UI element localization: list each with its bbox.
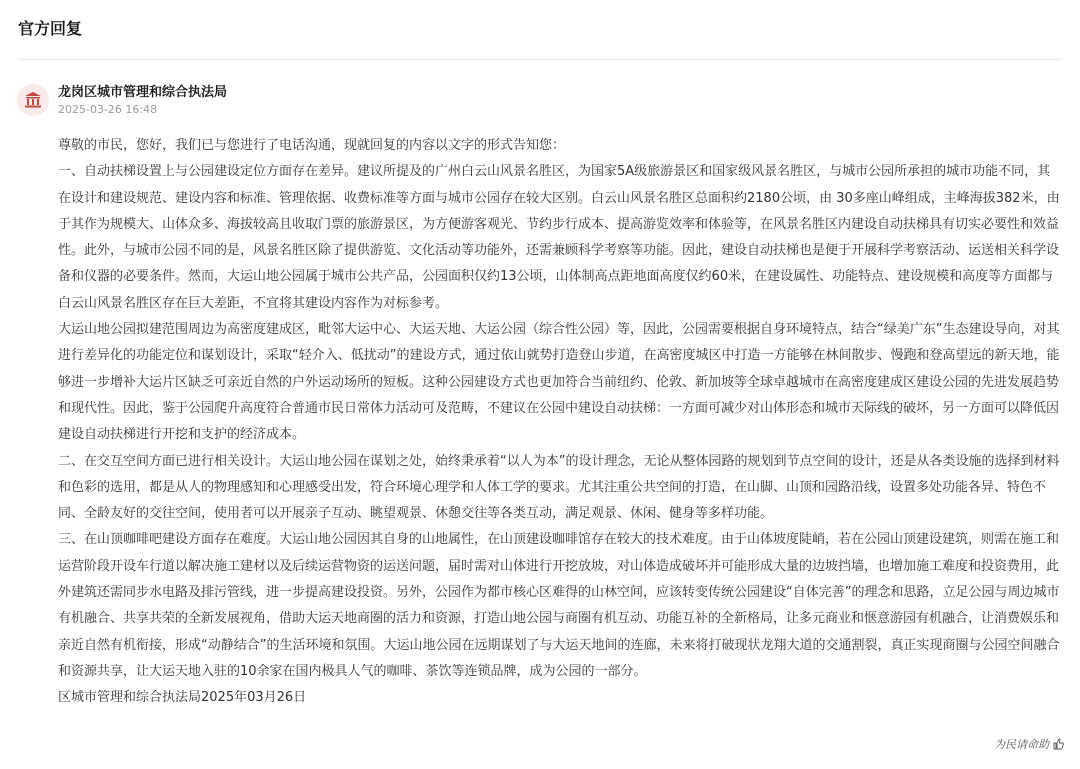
- page-title: 官方回复: [18, 19, 83, 38]
- reply-timestamp: 2025-03-26 16:48: [58, 103, 158, 116]
- government-building-icon: [23, 90, 43, 110]
- reply-paragraph: 二、在交互空间方面已进行相关设计。大运山地公园在谋划之处，始终秉承着“以人为本”的设计理念，无论从整体园路的规划到节点空间的设计，还是从各类设施的选择到材料和色彩的选用，都是从人的物理感知和心理感受出发，符合环境心理学和人体工学的要求。尤其注重公共空间的打造，在山脚、山顶和园路沿线，设置多处功能各异、特色不同、全龄友好的交往空间，使用者可以开展亲子互动、眺望观景、休憩交往等各类互动，满足观景、休闲、健身等多样功能。: [58, 453, 1060, 522]
- avatar: [17, 84, 49, 116]
- reply-signature: 区城市管理和综合执法局2025年03月26日: [58, 690, 307, 706]
- watermark: [994, 736, 1064, 752]
- reply-paragraph: 尊敬的市民，您好，我们已与您进行了电话沟通，现就回复的内容以文字的形式告知您：: [58, 138, 566, 153]
- watermark-text: 为民请命助: [994, 738, 1049, 751]
- reply-paragraph: 三、在山顶咖啡吧建设方面存在难度。大运山地公园因其自身的山地属性，在山顶建设咖啡馆存在较大的技术难度。由于山体坡度陡峭，若在公园山顶建设建筑，则需在施工和运营阶段开设车行道以解决施工建材以及后续运营物资的运送问题，届时需对山体进行开挖放坡，对山体造成破坏并可能形成大量的边坡挡墙，也增加施工难度和投资费用，此外建筑还需同步水电路及排污管线，进一步提高建设投资。另外，公园作为都市核心区难得的山林空间，应该转变传统公园建设“自体完善”的理念和思路，立足公园与周边城市有机融合、共享共荣的全新发展视角，借助大运天地商圈的活力和资源，打造山地公园与商圈有机互动、功能互补的全新格局，让多元商业和惬意游园有机融合，让消费娱乐和亲近自然有机衔接，形成“动静结合”的生活环境和氛围。大运山地公园在远期谋划了与大运天地间的连廊，未来将打破现状龙翔大道的交通割裂，真正实现商圈与公园空间融合和资源共享，让大运天地入驻的10余家在国内极具人气的咖啡、茶饮等连锁品牌，成为公园的一部分。: [58, 532, 1060, 679]
- org-name: 龙岗区城市管理和综合执法局: [58, 85, 228, 100]
- reply-paragraph: 一、自动扶梯设置上与公园建设定位方面存在差异。建议所提及的广州白云山风景名胜区，为国家5A级旅游景区和国家级风景名胜区，与城市公园所承担的城市功能不同，其在设计和建设规范、建设内容和标准、管理依据、收费标准等方面与城市公园存在较大区别。白云山风景名胜区总面积约2180公顷，由 30多座山峰组成，主峰海拔382米，由于其作为规模大、山体众多、海拔较高且收取门票的旅游景区，为方便游客观光、节约步行成本、提高游览效率和体验等，在风景名胜区内建设自动扶梯具有切实必要性和效益性。此外，与城市公园不同的是，风景名胜区除了提供游览、文化活动等功能外，还需兼顾科学考察等功能。因此，建设自动扶梯也是便于开展科学考察活动、运送相关科学设备和仪器的必要条件。然而，大运山地公园属于城市公共产品，公园面积仅约13公顷，山体制高点距地面高度仅约60米，在建设属性、功能特点、建设规模和高度等方面都与白云山风景名胜区存在巨大差距，不宜将其建设内容作为对标参考。: [58, 164, 1060, 311]
- reply-paragraph: 大运山地公园拟建范围周边为高密度建成区，毗邻大运中心、大运天地、大运公园（综合性公园）等，因此，公园需要根据自身环境特点，结合“绿美广东”生态建设导向，对其进行差异化的功能定位和谋划设计，采取“轻介入、低扰动”的建设方式，通过依山就势打造登山步道，在高密度城区中打造一方能够在林间散步、慢跑和登高望远的新天地，能够进一步增补大运片区缺乏可亲近自然的户外运动场所的短板。这种公园建设方式也更加符合当前纽约、伦敦、新加坡等全球卓越城市在高密度建成区建设公园的先进发展趋势和现代性。因此，鉴于公园爬升高度符合普通市民日常体力活动可及范畴，不建议在公园中建设自动扶梯：一方面可减少对山体形态和城市天际线的破坏，另一方面可以降低因建设自动扶梯进行开挖和支护的经济成本。: [58, 322, 1060, 443]
- divider: [18, 59, 1062, 60]
- reply-body: [58, 133, 1061, 712]
- thumb-icon: [1052, 738, 1064, 750]
